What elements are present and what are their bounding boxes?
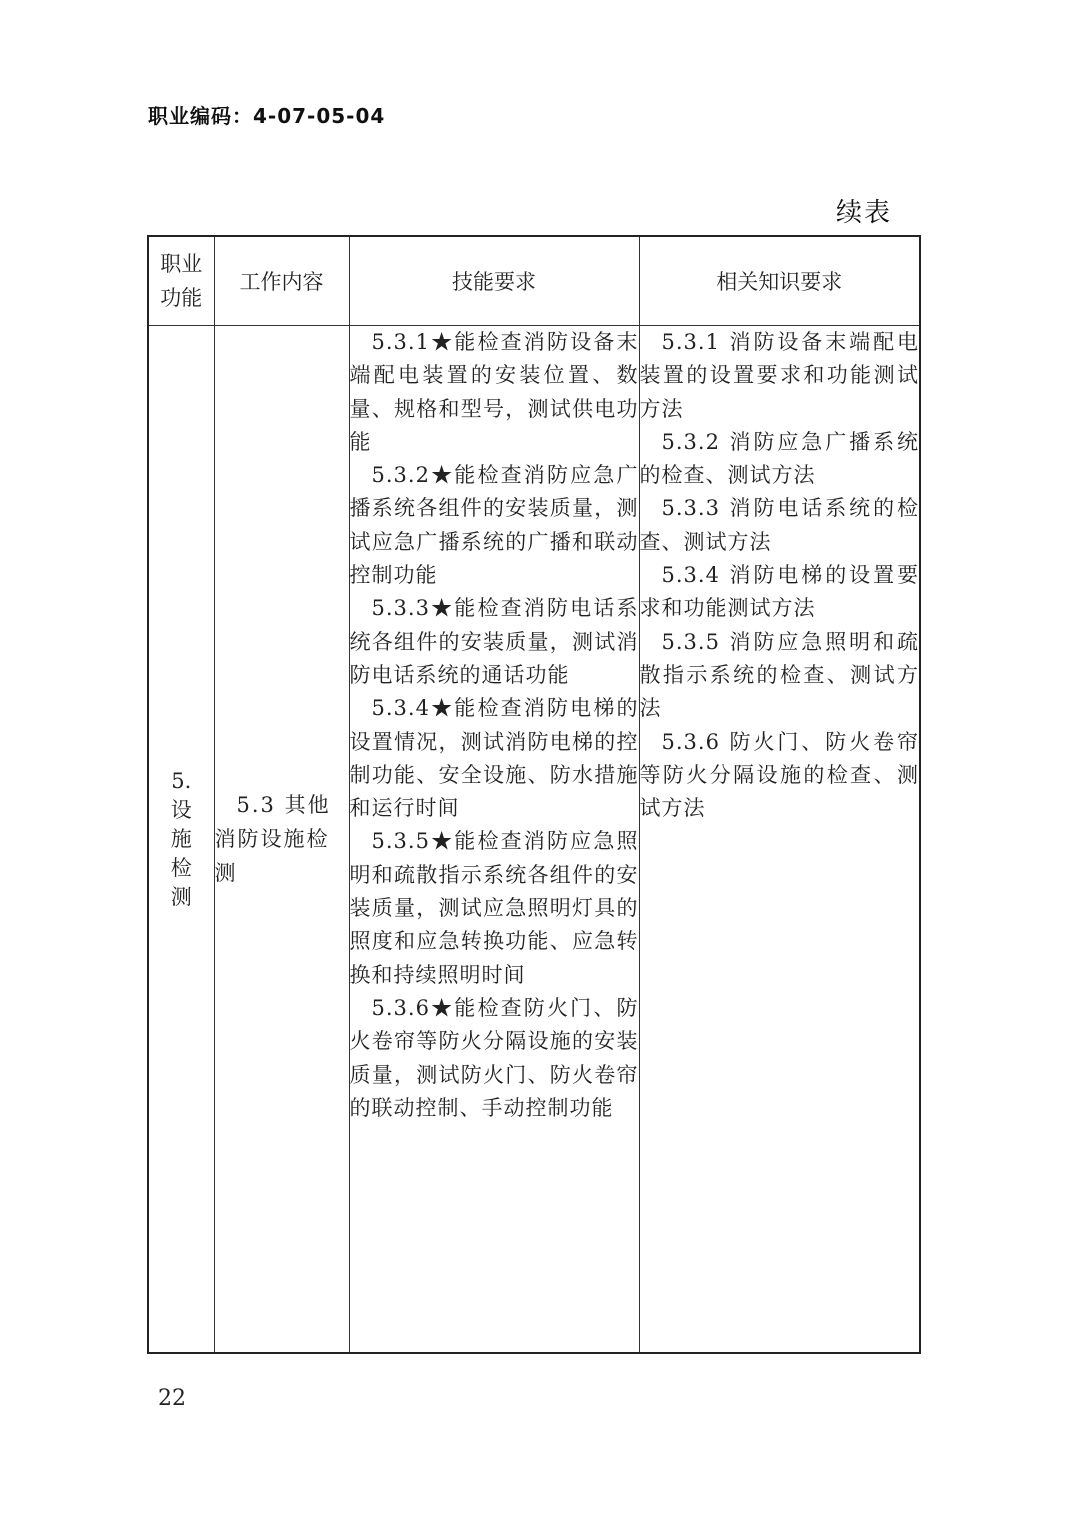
knowledge-item: 5.3.1 消防设备末端配电装置的设置要求和功能测试方法 — [639, 330, 919, 421]
knowledge-item: 5.3.3 消防电话系统的检查、测试方法 — [639, 496, 919, 554]
skill-item: 5.3.6★能检查防火门、防火卷帘等防火分隔设施的安装质量，测试防火门、防火卷帘的联动控制、手动控制功能 — [349, 995, 639, 1120]
skill-item: 5.3.3★能检查消防电话系统各组件的安装质量，测试消防电话系统的通话功能 — [349, 596, 639, 687]
header-knowledge: 相关知识要求 — [639, 236, 920, 326]
work-content-text: 5.3 其他消防设施检测 — [214, 793, 331, 885]
continued-label: 续表 — [835, 198, 892, 228]
occupation-code-line — [148, 100, 385, 129]
knowledge-item: 5.3.5 消防应急照明和疏散指示系统的检查、测试方法 — [639, 629, 919, 721]
occupation-code-value: 4-07-05-04 — [253, 104, 386, 128]
table-row — [148, 326, 920, 1354]
occupation-code-label: 职业编码： — [148, 104, 253, 128]
skill-item: 5.3.5★能检查消防应急照明和疏散指示系统各组件的安装质量，测试应急照明灯具的照度和应急转换功能、应急转换和持续照明时间 — [349, 829, 639, 987]
skills-cell — [349, 326, 639, 1354]
knowledge-item: 5.3.2 消防应急广播系统的检查、测试方法 — [639, 429, 919, 488]
skills-table — [147, 235, 921, 1354]
skill-item: 5.3.1★能检查消防设备末端配电装置的安装位置、数量、规格和型号，测试供电功能 — [349, 330, 639, 454]
page-number: 22 — [158, 1386, 186, 1411]
header-function-text: 职业功能 — [160, 252, 203, 310]
function-cell — [148, 326, 214, 1354]
knowledge-cell — [639, 326, 920, 1354]
header-content: 工作内容 — [214, 236, 349, 326]
skill-item: 5.3.2★能检查消防应急广播系统各组件的安装质量，测试应急广播系统的广播和联动控制功能 — [349, 463, 639, 588]
function-number: 5. — [171, 768, 192, 793]
knowledge-item: 5.3.4 消防电梯的设置要求和功能测试方法 — [639, 563, 919, 621]
work-content-cell — [214, 326, 349, 1354]
function-name: 设施检测 — [170, 797, 192, 909]
knowledge-item: 5.3.6 防火门、防火卷帘等防火分隔设施的检查、测试方法 — [639, 729, 919, 821]
header-function — [148, 236, 214, 326]
header-skills: 技能要求 — [349, 236, 639, 326]
skill-item: 5.3.4★能检查消防电梯的设置情况，测试消防电梯的控制功能、安全设施、防水措施和运行时间 — [349, 696, 639, 821]
table-header-row — [148, 236, 920, 326]
